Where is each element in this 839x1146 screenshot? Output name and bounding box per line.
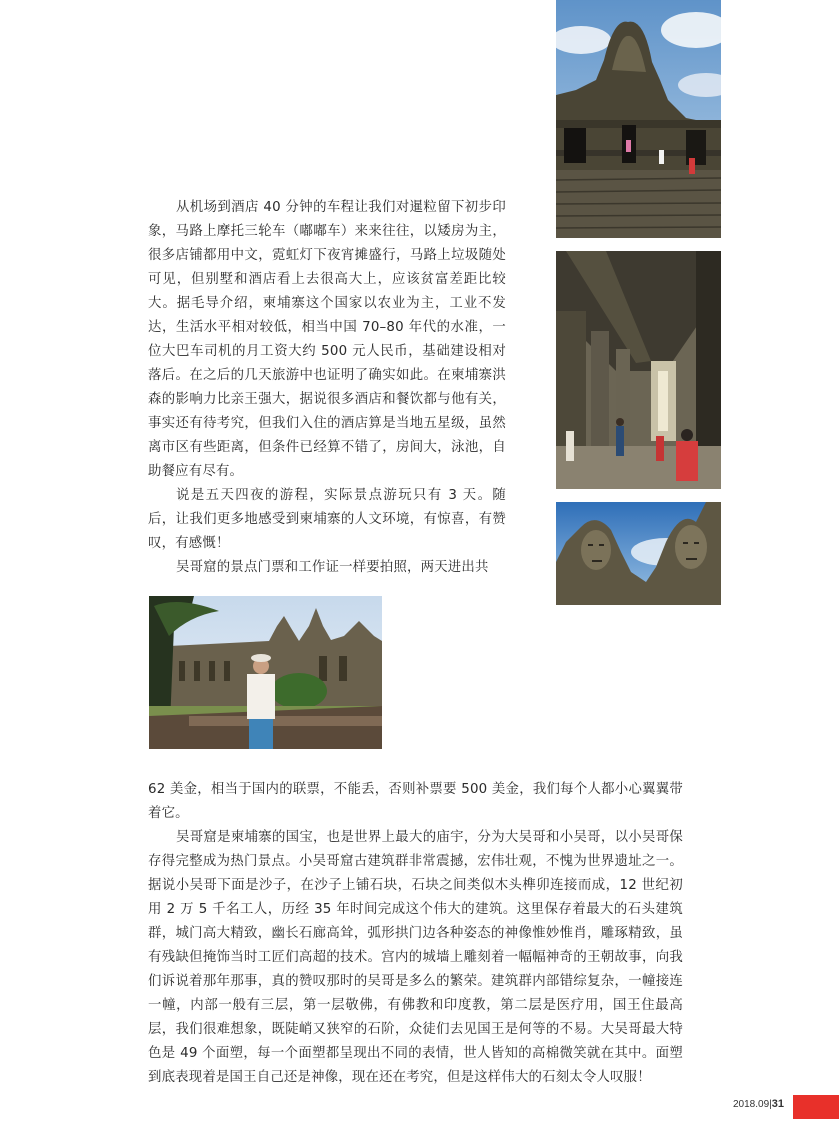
- issue-date: 2018.09: [732, 1099, 770, 1110]
- paragraph-tickets-end: 62 美金，相当于国内的联票，不能丢，否则补票要 500 美金，我们每个人都小心翼翼带着它。: [148, 782, 683, 821]
- page-footer: [733, 1098, 784, 1110]
- article-upper-column: [148, 196, 506, 580]
- article-lower-column: [148, 778, 683, 1090]
- paragraph-tickets-start: 吴哥窟的景点门票和工作证一样要拍照，两天进出共: [176, 560, 489, 575]
- footer-separator: |: [769, 1099, 772, 1110]
- photo-gallery-corridor: [556, 251, 721, 489]
- photo-temple-tower: [556, 0, 721, 238]
- photo-bayon-faces: [556, 502, 721, 605]
- paragraph-angkor-wat: 吴哥窟是柬埔寨的国宝，也是世界上最大的庙宇，分为大吴哥和小吴哥，以小吴哥保存得完整成为热门景点。小吴哥窟古建筑群非常震撼，宏伟壮观，不愧为世界遗址之一。据说小吴哥下面是沙子，在沙子上铺石块，石块之间类似木头榫卯连接而成，12 世纪初用 2 万 5 千名工人，历经 35 年时间完成这个伟大的建筑。这里保存着最大的石头建筑群，城门高大精致，幽长石廊高耸，弧形拱门边各种姿态的神像惟妙惟肖，雕琢精致，虽有残缺但掩饰当时工匠们高超的技术。宫内的城墙上雕刻着一幅幅神奇的王朝故事，向我们诉说着那年那事，真的赞叹那时的吴哥是多么的繁荣。建筑群内部错综复杂，一幢接连一幢，内部一般有三层，第一层敬佛，有佛教和印度教，第二层是医疗用，国王住最高层，我们很难想象，既陡峭又狭窄的石阶，众徒们去见国王是何等的不易。大吴哥最大特色是 49 个面塑，每一个面塑都呈现出不同的表情，世人皆知的高棉微笑就在其中。面塑到底表现着是国王自己还是神像，现在还在考究，但是这样伟大的石刻太令人叹服！: [148, 830, 683, 1085]
- page-number: 31: [771, 1098, 784, 1110]
- paragraph-itinerary: 说是五天四夜的游程，实际景点游玩只有 3 天。随后，让我们更多地感受到柬埔寨的人文环境，有惊喜，有赞叹，有感慨！: [148, 488, 506, 551]
- page-accent-bar: [793, 1095, 839, 1119]
- paragraph-arrival: 从机场到酒店 40 分钟的车程让我们对暹粒留下初步印象，马路上摩托三轮车（嘟嘟车）来来往往，以矮房为主，很多店铺都用中文，霓虹灯下夜宵摊盛行，马路上垃圾随处可见，但别墅和酒店看上去很高大上，应该贫富差距比较大。据毛导介绍，柬埔寨这个国家以农业为主，工业不发达，生活水平相对较低，相当中国 70–80 年代的水准，一位大巴车司机的月工资大约 500 元人民币，基础建设相对落后。在之后的几天旅游中也证明了确实如此。在柬埔寨洪森的影响力比亲王强大，据说很多酒店和餐饮都与他有关，事实还有待考究，但我们入住的酒店算是当地五星级，虽然离市区有些距离，但条件已经算不错了，房间大，泳池，自助餐应有尽有。: [148, 200, 506, 479]
- photo-angkor-wat-visitor: [149, 596, 382, 749]
